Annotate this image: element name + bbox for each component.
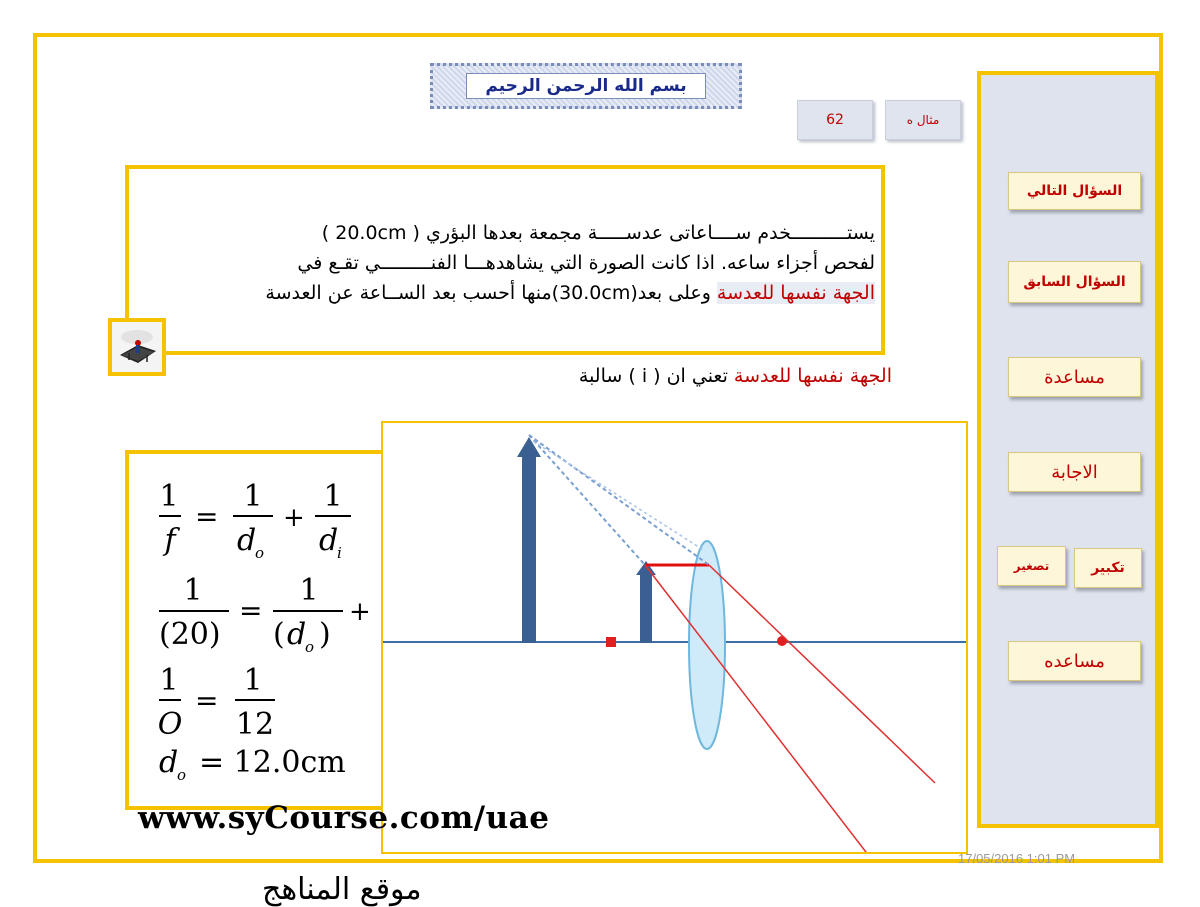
focal-point-left	[606, 637, 616, 647]
bismillah-banner	[430, 63, 742, 109]
formula-4-d: d	[159, 745, 179, 780]
formula-box	[125, 450, 415, 810]
question-line-3	[130, 278, 875, 308]
help2-button[interactable]: مساعده	[1008, 641, 1141, 681]
question-highlight: الجهة نفسها للعدسة	[716, 282, 875, 304]
sign-note	[420, 365, 892, 387]
formula-2-o: o	[305, 638, 315, 656]
question-line-3-rest: وعلى بعد(30.0cm)منها أحسب بعد الســاعة عن العدسة	[265, 282, 717, 304]
zoom-out-button[interactable]: تصغير	[997, 546, 1066, 586]
svg-text:=: =	[195, 684, 219, 717]
svg-text:=: =	[239, 594, 263, 627]
bismillah-text: بسم الله الرحمن الرحيم	[466, 73, 705, 99]
formula-1-d: d	[237, 523, 257, 558]
sidebar	[977, 71, 1159, 828]
zoom-in-button[interactable]: تكبير	[1074, 548, 1142, 588]
example-label-chip: مثال ه	[885, 100, 961, 140]
ray-diagram	[381, 421, 968, 854]
formula-1-d2: d	[319, 523, 339, 558]
next-question-button[interactable]: السؤال التالي	[1008, 172, 1141, 210]
answer-button[interactable]: الاجابة	[1008, 452, 1141, 492]
timestamp: 17/05/2016 1:01 PM	[958, 851, 1076, 866]
formula-1-num-3: 1	[323, 479, 343, 514]
ray-extension-1	[529, 435, 709, 565]
ray-extension-2	[529, 435, 645, 565]
formula-1-num-2: 1	[243, 479, 263, 514]
question-text	[130, 218, 875, 308]
formula-3-O: O	[157, 707, 183, 742]
site-arabic-name: موقع المناهج	[262, 872, 422, 907]
formula-1-o: o	[255, 544, 265, 562]
formula-2-num-2: 1	[299, 573, 319, 608]
formula-3-num-2: 1	[243, 663, 263, 698]
question-line-2: لفحص أجزاء ساعه. اذا كانت الصورة التي يشاهدهـــا الفنـــــــــي تقـع في	[297, 252, 875, 274]
formula-2-num: 1	[183, 573, 203, 608]
formula-2-twenty: (20)	[159, 617, 221, 652]
note-rest: تعني ان ( i ) سالبة	[578, 365, 734, 387]
svg-text:(: (	[273, 617, 285, 652]
formula-1-f: f	[164, 523, 176, 558]
focal-point-right	[777, 636, 787, 646]
formula-4-o: o	[177, 766, 187, 784]
question-line-1: يستــــــــــخدم ســــاعاتى عدســـــة مجمعة بعدها البؤري ( 20.0cm )	[321, 222, 875, 244]
prev-question-button[interactable]: السؤال السابق	[1008, 261, 1141, 303]
website-url: www.syCourse.com/uae	[138, 800, 550, 836]
image-arrow	[522, 453, 536, 643]
help-button[interactable]: مساعدة	[1008, 357, 1141, 397]
svg-text:): )	[319, 617, 331, 652]
formula-3-twelve: 12	[235, 707, 275, 742]
formula-1-i: i	[337, 544, 342, 562]
svg-text:+: +	[283, 503, 305, 533]
formula-2-d: d	[287, 617, 307, 652]
object-arrow	[640, 571, 652, 643]
svg-text:+: +	[349, 597, 371, 627]
question-number-chip: 62	[797, 100, 873, 140]
teacher-at-board-icon[interactable]	[108, 318, 166, 376]
note-highlight: الجهة نفسها للعدسة	[733, 365, 892, 387]
ray-refracted	[709, 565, 935, 783]
ray-center	[645, 565, 869, 854]
formula-4-result: = 12.0cm	[199, 745, 346, 780]
formula-3-num: 1	[159, 663, 179, 698]
formula-1-num: 1	[159, 479, 179, 514]
svg-text:=: =	[195, 500, 219, 533]
